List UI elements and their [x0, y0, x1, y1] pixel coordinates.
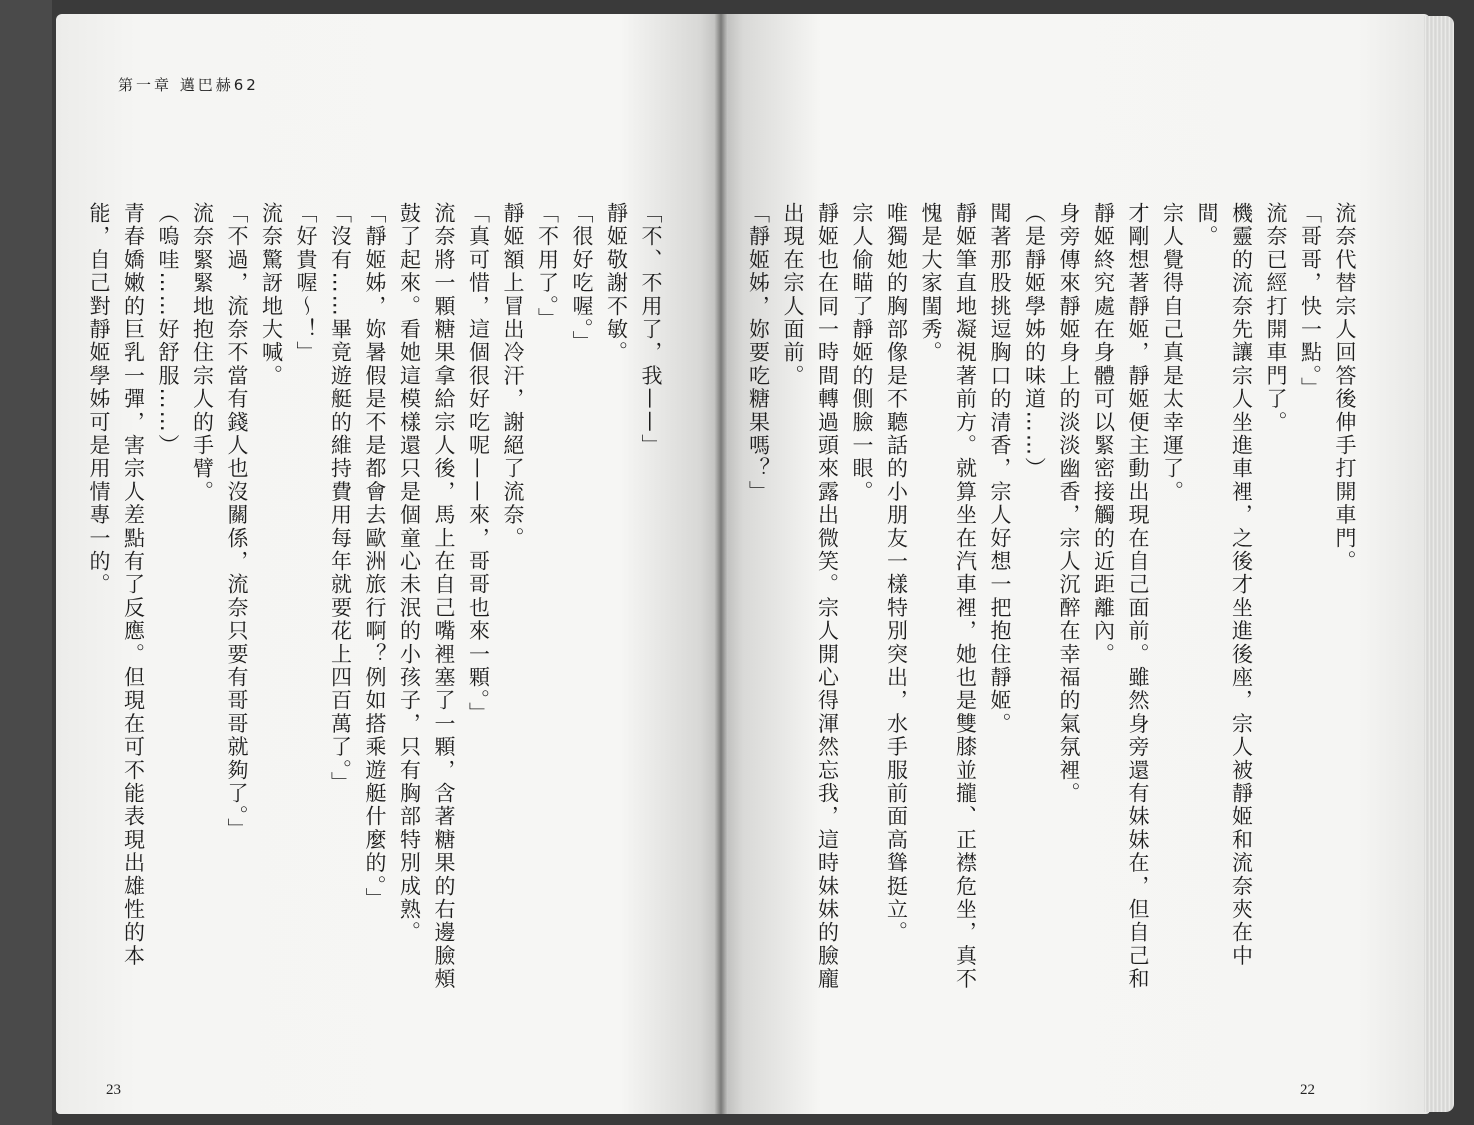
paragraph: 靜姬也在同一時間轉過頭來露出微笑。宗人開心得渾然忘我，這時妹妹的臉龐出現在宗人面前。 — [781, 202, 840, 991]
paragraph: 「不過，流奈不當有錢人也沒關係，流奈只要有哥哥就夠了。」 — [225, 202, 249, 842]
paragraph: 「好貴喔～！」 — [294, 202, 318, 365]
paragraph: 「靜姬姊，妳要吃糖果嗎？」 — [746, 202, 771, 504]
left-page-text — [88, 202, 668, 1002]
left-page-number: 23 — [106, 1082, 121, 1098]
paragraph: 「真可惜，這個很好吃呢——來，哥哥也來一顆。」 — [466, 202, 491, 726]
paragraph: 「哥哥，快一點。」 — [1298, 202, 1323, 401]
paragraph: 宗人偷瞄了靜姬的側臉一眼。 — [850, 202, 874, 504]
paragraph: 「很好吃喔。」 — [570, 202, 594, 354]
paragraph: 聞著那股挑逗胸口的清香，宗人好想一把抱住靜姬。 — [988, 202, 1012, 736]
paragraph: 靜姬敬謝不敏。 — [604, 202, 629, 365]
paragraph: 機靈的流奈先讓宗人坐進車裡，之後才坐進後座，宗人被靜姬和流奈夾在中間。 — [1195, 202, 1254, 968]
chapter-header: 第一章 邁巴赫62 — [118, 76, 259, 94]
paragraph: 流奈將一顆糖果拿給宗人後，馬上在自己嘴裡塞了一顆，含著糖果的右邊臉頰鼓了起來。看她這模樣還只是個童心未泯的小孩子，只有胸部特別成熟。 — [397, 202, 456, 991]
book-gutter — [714, 14, 728, 1114]
paragraph: 宗人覺得自己真是太幸運了。 — [1160, 202, 1185, 504]
paragraph: 靜姬筆直地凝視著前方。就算坐在汽車裡，她也是雙膝並攏、正襟危坐，真不愧是大家閨秀。 — [919, 202, 978, 991]
paragraph: 「不用了。」 — [535, 202, 560, 331]
paragraph: 「沒有……畢竟遊艇的維持費用每年就要花上四百萬了。」 — [328, 202, 353, 795]
paragraph: 青春嬌嫩的巨乳一彈，害宗人差點有了反應。但現在可不能表現出雄性的本能，自己對靜姬學姊可是用情專一的。 — [87, 202, 146, 968]
paragraph: 身旁傳來靜姬身上的淡淡幽香，宗人沉醉在幸福的氣氛裡。 — [1057, 202, 1081, 806]
page-edges — [1424, 16, 1454, 1112]
paragraph: （是靜姬學姊的味道……） — [1022, 202, 1047, 481]
paragraph: 流奈代替宗人回答後伸手打開車門。 — [1333, 202, 1357, 574]
paragraph: 流奈驚訝地大喊。 — [259, 202, 284, 388]
paragraph: 「不、不用了，我——」 — [639, 202, 663, 458]
paragraph: 才剛想著靜姬，靜姬便主動出現在自己面前。雖然身旁還有妹妹在，但自己和靜姬終究處在身體可以緊密接觸的近距離內。 — [1091, 202, 1150, 991]
paragraph: 流奈已經打開車門了。 — [1264, 202, 1288, 434]
paragraph: 靜姬額上冒出冷汗，謝絕了流奈。 — [501, 202, 525, 550]
right-page-text — [746, 202, 1362, 1002]
paragraph: 唯獨她的胸部像是不聽話的小朋友一樣特別突出，水手服前面高聳挺立。 — [884, 202, 909, 945]
right-page-number: 22 — [1300, 1082, 1315, 1098]
paragraph: （嗚哇……好舒服……） — [156, 202, 180, 458]
paragraph: 流奈緊緊地抱住宗人的手臂。 — [190, 202, 215, 504]
paragraph: 「靜姬姊，妳暑假是不是都會去歐洲旅行啊？例如搭乘遊艇什麼的。」 — [363, 202, 387, 911]
